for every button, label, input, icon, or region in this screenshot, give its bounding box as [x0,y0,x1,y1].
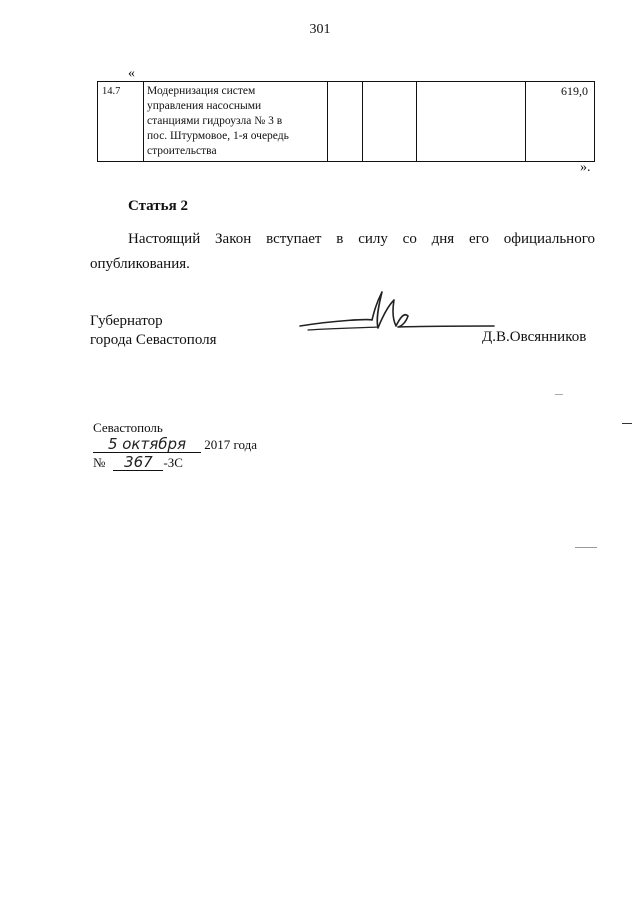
scan-artifact [555,394,563,395]
handwritten-signature [298,290,498,340]
article-title: Статья 2 [128,198,188,214]
article-text: Настоящий Закон вступает в силу со дня его официального опубликования. [90,231,595,272]
article-body [90,227,595,277]
city-name: Севастополь [93,420,163,435]
row-name-line: управления насосными [147,100,262,112]
row-name-cell [144,82,328,162]
law-number [93,454,183,471]
amendment-table [97,81,595,162]
empty-cell [417,82,526,162]
page-number: 301 [309,22,331,37]
opening-quote: « [128,66,135,81]
governor-title [90,312,217,350]
date-year: 2017 года [204,437,258,452]
row-name-line: Модернизация систем [147,85,256,97]
closing-quote: ». [580,160,591,175]
row-value-cell: 619,0 [526,82,595,162]
empty-cell [328,82,363,162]
governor-title-line: Губернатор [90,313,163,329]
table-row [98,82,595,162]
row-name-line: строительства [147,145,217,157]
row-name-line: пос. Штурмовое, 1-я очередь [147,130,289,142]
empty-cell [363,82,417,162]
number-sign: № [93,455,106,470]
governor-title-line: города Севастополя [90,332,217,348]
number-suffix: -ЗС [163,455,183,470]
row-number-cell: 14.7 [98,82,144,162]
handwritten-number: 367 [113,454,163,471]
row-name-line: станциями гидроузла № 3 в [147,115,283,127]
handwritten-date: 5 октября [93,436,201,453]
governor-name: Д.В.Овсянников [482,329,587,345]
signing-date [93,436,257,453]
scan-artifact [622,423,632,424]
scan-artifact [575,547,597,548]
